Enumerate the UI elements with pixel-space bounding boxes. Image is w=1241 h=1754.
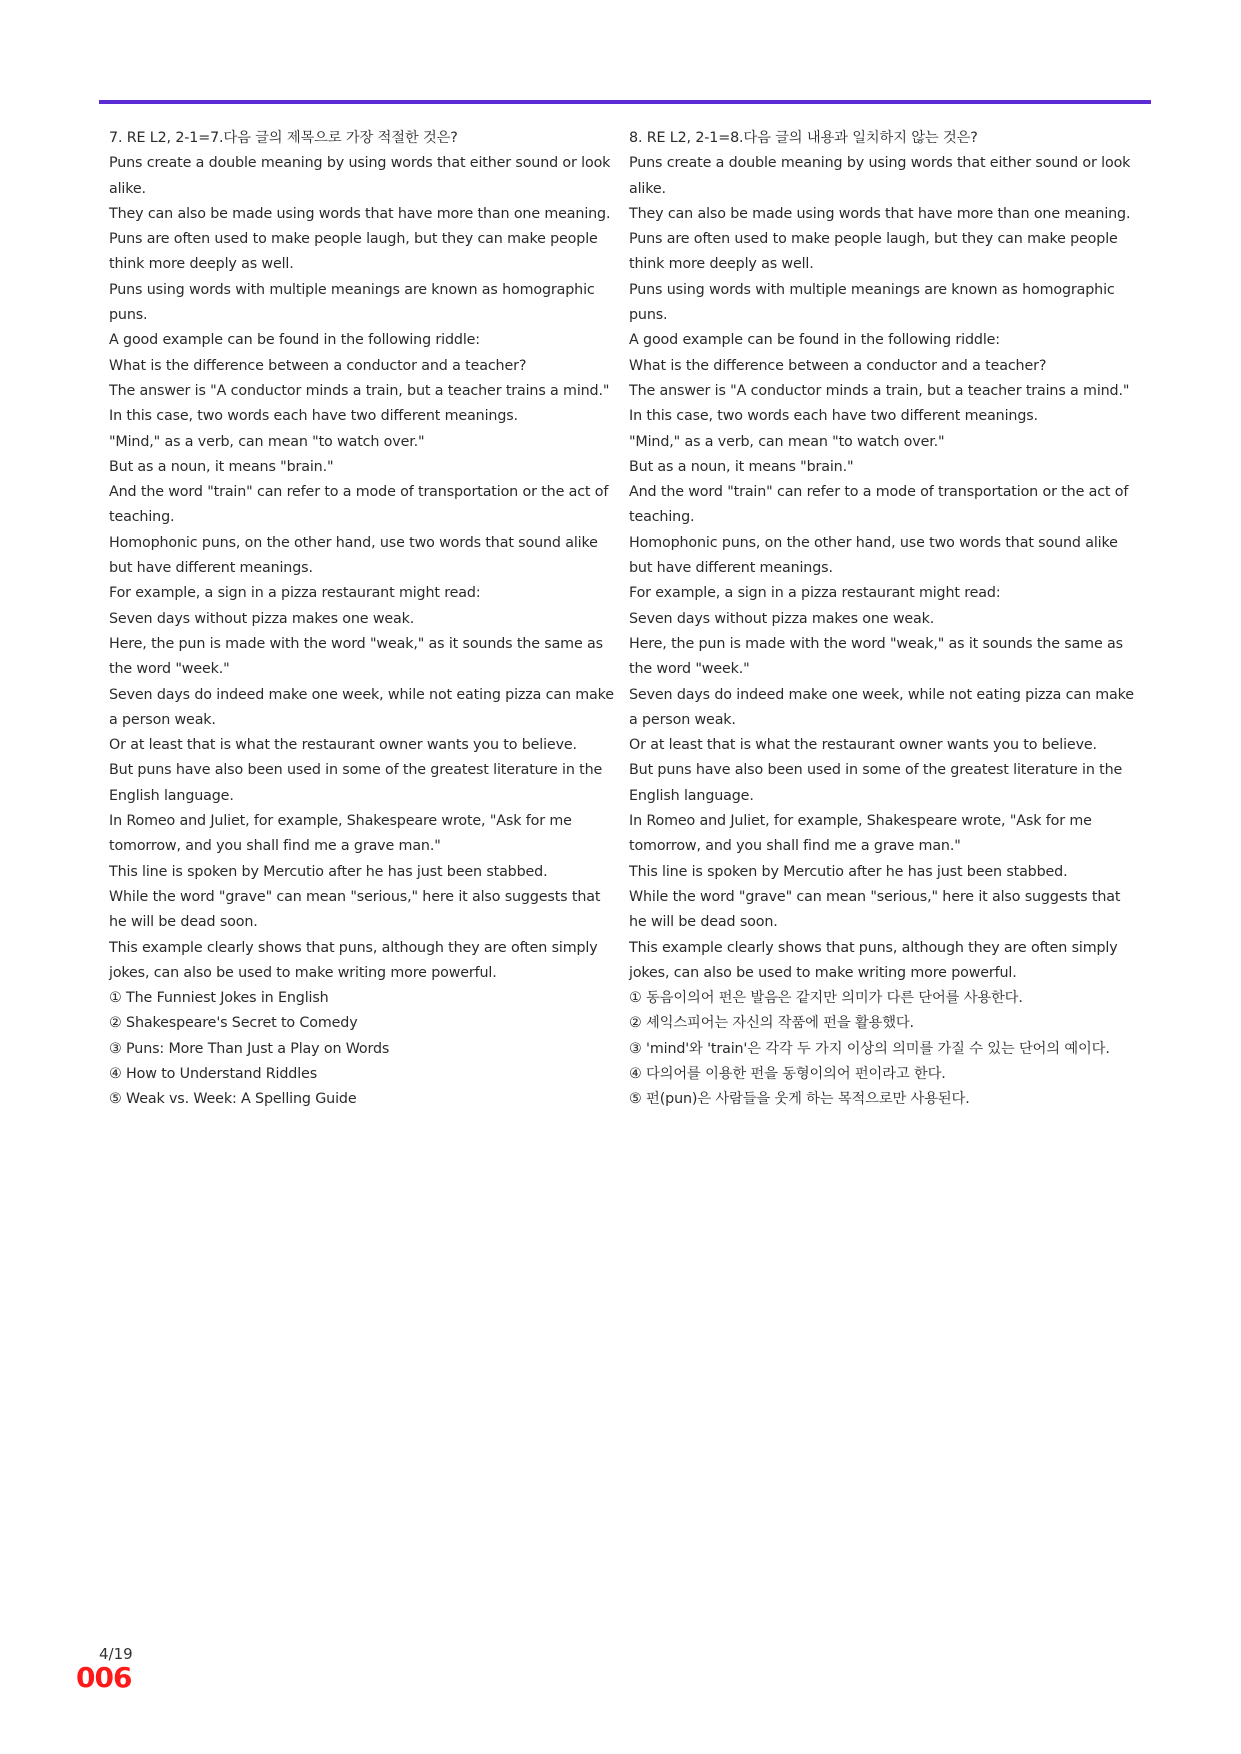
- passage-line: Seven days without pizza makes one weak.: [629, 610, 935, 627]
- passage-line: But as a noun, it means "brain.": [629, 458, 854, 475]
- passage-line: Or at least that is what the restaurant owner wants you to believe.: [109, 737, 577, 754]
- question-title: 8. RE L2, 2-1=8.다음 글의 내용과 일치하지 않는 것은?: [629, 130, 978, 146]
- passage-line: This line is spoken by Mercutio after he has just been stabbed.: [109, 863, 548, 880]
- passage-line: This line is spoken by Mercutio after he has just been stabbed.: [629, 863, 1068, 880]
- passage-line: Puns are often used to make people laugh, but they can make people think more deeply as well.: [109, 231, 598, 273]
- passage-line: In this case, two words each have two different meanings.: [629, 408, 1038, 425]
- passage-line: The answer is "A conductor minds a train, but a teacher trains a mind.": [629, 382, 1130, 399]
- answer-option: ④ 다의어를 이용한 펀을 동형이의어 펀이라고 한다.: [629, 1065, 946, 1082]
- page-number: 4/19: [99, 1645, 133, 1663]
- top-rule: [99, 100, 1151, 104]
- answer-option: ⑤ 펀(pun)은 사람들을 웃게 하는 목적으로만 사용된다.: [629, 1091, 970, 1108]
- answer-option: ① 동음이의어 펀은 발음은 같지만 의미가 다른 단어를 사용한다.: [629, 990, 1023, 1007]
- passage-line: Or at least that is what the restaurant owner wants you to believe.: [629, 737, 1097, 754]
- passage-line: This example clearly shows that puns, although they are often simply jokes, can also be used to make writing more powerful.: [109, 939, 598, 981]
- passage-line: Here, the pun is made with the word "weak," as it sounds the same as the word "week.": [629, 635, 1123, 678]
- answer-option: ① The Funniest Jokes in English: [109, 990, 329, 1007]
- question-7-column: [109, 126, 621, 1113]
- passage-line: But puns have also been used in some of the greatest literature in the English language.: [629, 762, 1123, 804]
- passage-line: In this case, two words each have two different meanings.: [109, 408, 518, 425]
- passage-line: While the word "grave" can mean "serious," here it also suggests that he will be dead soon.: [629, 888, 1121, 931]
- passage-line: This example clearly shows that puns, although they are often simply jokes, can also be used to make writing more powerful.: [629, 939, 1118, 981]
- passage-line: They can also be made using words that have more than one meaning.: [629, 205, 1131, 222]
- passage-line: Seven days do indeed make one week, while not eating pizza can make a person weak.: [109, 686, 614, 728]
- passage-line: For example, a sign in a pizza restaurant might read:: [629, 585, 1001, 602]
- passage-line: And the word "train" can refer to a mode of transportation or the act of teaching.: [629, 484, 1129, 526]
- answer-option: ④ How to Understand Riddles: [109, 1065, 317, 1082]
- passage-line: Here, the pun is made with the word "weak," as it sounds the same as the word "week.": [109, 635, 603, 678]
- passage-line: But as a noun, it means "brain.": [109, 458, 334, 475]
- passage-line: In Romeo and Juliet, for example, Shakespeare wrote, "Ask for me tomorrow, and you shall find me a grave man.": [629, 813, 1092, 855]
- passage-line: Homophonic puns, on the other hand, use two words that sound alike but have different meanings.: [629, 534, 1118, 577]
- passage-line: For example, a sign in a pizza restaurant might read:: [109, 585, 481, 602]
- passage-line: Puns using words with multiple meanings are known as homographic puns.: [629, 281, 1115, 324]
- passage-line: What is the difference between a conductor and a teacher?: [109, 357, 527, 374]
- passage-line: "Mind," as a verb, can mean "to watch over.": [629, 433, 945, 450]
- passage-line: A good example can be found in the following riddle:: [629, 332, 1000, 349]
- passage-line: And the word "train" can refer to a mode of transportation or the act of teaching.: [109, 484, 609, 526]
- answer-option: ⑤ Weak vs. Week: A Spelling Guide: [109, 1091, 357, 1108]
- passage-line: The answer is "A conductor minds a train, but a teacher trains a mind.": [109, 382, 610, 399]
- passage-line: In Romeo and Juliet, for example, Shakespeare wrote, "Ask for me tomorrow, and you shall find me a grave man.": [109, 813, 572, 855]
- answer-option: ② Shakespeare's Secret to Comedy: [109, 1015, 358, 1032]
- passage-line: Seven days without pizza makes one weak.: [109, 610, 415, 627]
- passage-line: While the word "grave" can mean "serious," here it also suggests that he will be dead soon.: [109, 888, 601, 931]
- passage-line: Puns are often used to make people laugh, but they can make people think more deeply as well.: [629, 231, 1118, 273]
- question-title: 7. RE L2, 2-1=7.다음 글의 제목으로 가장 적절한 것은?: [109, 130, 458, 146]
- page-code: 006: [76, 1661, 132, 1694]
- passage-line: A good example can be found in the following riddle:: [109, 332, 480, 349]
- passage-line: What is the difference between a conductor and a teacher?: [629, 357, 1047, 374]
- answer-option: ② 셰익스피어는 자신의 작품에 펀을 활용했다.: [629, 1015, 914, 1032]
- passage-line: Puns create a double meaning by using words that either sound or look alike.: [109, 155, 611, 197]
- passage-line: Puns using words with multiple meanings are known as homographic puns.: [109, 281, 595, 324]
- answer-option: ③ 'mind'와 'train'은 각각 두 가지 이상의 의미를 가질 수 있는 단어의 예이다.: [629, 1040, 1110, 1057]
- question-8-column: [629, 126, 1141, 1113]
- passage-line: But puns have also been used in some of the greatest literature in the English language.: [109, 762, 603, 804]
- answer-option: ③ Puns: More Than Just a Play on Words: [109, 1040, 390, 1057]
- passage-line: Seven days do indeed make one week, while not eating pizza can make a person weak.: [629, 686, 1134, 728]
- passage-line: Homophonic puns, on the other hand, use two words that sound alike but have different meanings.: [109, 534, 598, 577]
- passage-line: They can also be made using words that have more than one meaning.: [109, 205, 611, 222]
- passage-line: "Mind," as a verb, can mean "to watch over.": [109, 433, 425, 450]
- passage-line: Puns create a double meaning by using words that either sound or look alike.: [629, 155, 1131, 197]
